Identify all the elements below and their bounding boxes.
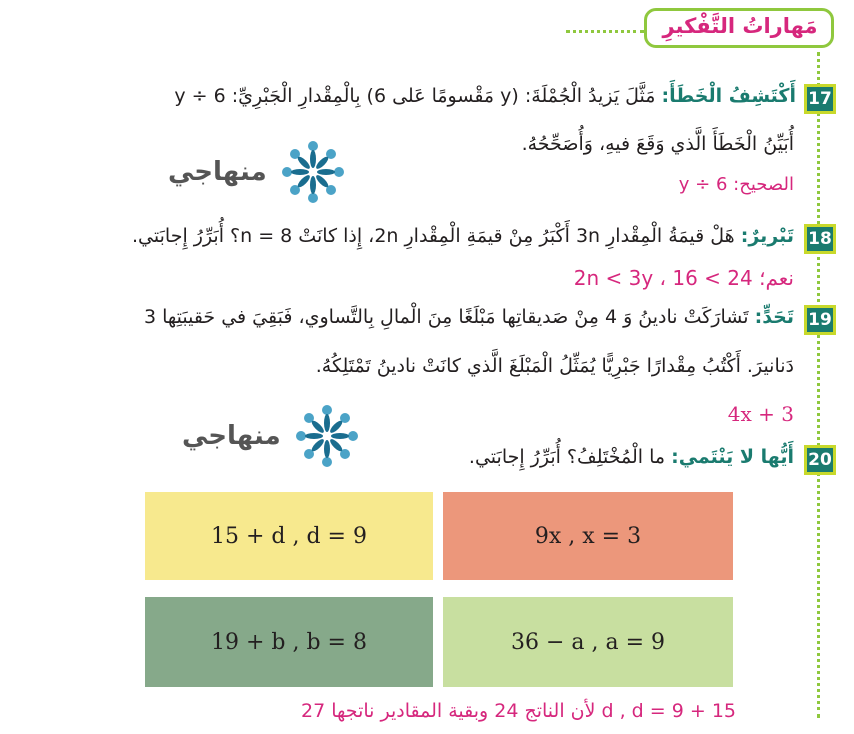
option-label: 15 + d , d = 9 (211, 523, 367, 549)
q17-line1 (16, 85, 796, 107)
q18-answer: نعم؛ 2n < 3y ، 16 < 24 (573, 266, 794, 290)
q19-text1: تَشارَكَتْ نادينُ وَ 4 مِنْ صَديقاتِها مَبْلَغًا مِنَ الْمالِ بِالتَّساوي، فَبَقِيَ في حَقيبَتِها 3 (143, 306, 749, 328)
question-number-17: 17 (804, 84, 836, 114)
logo-text: منهاجي (182, 421, 281, 451)
logo-1 (168, 134, 351, 210)
q20-line1 (469, 446, 794, 468)
logo-flower-icon (275, 134, 351, 210)
q18-keyword: تَبْريرٌ: (740, 225, 794, 247)
header-dotted-line (566, 30, 644, 33)
q17-text2: أُبَيِّنُ الْخَطَأَ الَّذي وَقَعَ فيهِ، وَأُصَحِّحُهُ. (521, 133, 794, 155)
logo-text: منهاجي (168, 157, 267, 187)
question-number-20: 20 (804, 445, 836, 475)
q20-text1: ما الْمُخْتَلِفُ؟ أُبَرِّرُ إِجابَتي. (468, 446, 666, 468)
question-number-19: 19 (804, 305, 836, 335)
q17-text1: مَثَّلَ يَزيدُ الْجُمْلَةَ: (y مَقْسومًا عَلى 6) بِالْمِقْدارِ الْجَبْرِيِّ: y ÷ 6 (174, 85, 656, 107)
option-box-light-green (443, 597, 733, 687)
logo-flower-icon (289, 398, 365, 474)
question-number-18: 18 (804, 224, 836, 254)
q20-keyword: أَيُّها لا يَنْتَمي: (671, 446, 794, 468)
option-label: 19 + b , b = 8 (211, 629, 367, 655)
option-box-dark-green (145, 597, 433, 687)
q18-text1: هَلْ قيمَةُ الْمِقْدارِ 3n أَكْبَرُ مِنْ قيمَةِ الْمِقْدارِ 2n، إِذا كانَتْ n = 8؟ أُبَرِّرُ إِجابَتي. (132, 225, 735, 247)
q18-line1 (132, 225, 794, 247)
option-box-orange (443, 492, 733, 580)
logo-2 (182, 398, 365, 474)
section-title: مَهاراتُ التَّفْكيرِ (662, 14, 818, 38)
option-label: 36 − a , a = 9 (510, 629, 666, 655)
margin-dotted-line (817, 52, 820, 718)
q19-line1 (144, 306, 794, 328)
option-label: 9x , x = 3 (534, 523, 642, 549)
q19-text2: دَنانيرَ. أَكْتُبُ مِقْدارًا جَبْرِيًّا يُمَثِّلُ الْمَبْلَغَ الَّذي كانَتْ نادينُ تَمْتَلِكُهُ. (315, 355, 794, 377)
q20-answer: 15 + d , d = 9 لأن الناتج 24 وبقية المقادير ناتجها 27 (301, 700, 736, 722)
q19-keyword: تَحَدٍّ: (754, 306, 794, 328)
q17-keyword: أَكْتَشِفُ الْخَطَأَ: (661, 85, 796, 107)
q17-answer: الصحيح: y ÷ 6 (678, 174, 794, 195)
option-box-yellow (145, 492, 433, 580)
q19-answer: 4x + 3 (727, 402, 794, 426)
